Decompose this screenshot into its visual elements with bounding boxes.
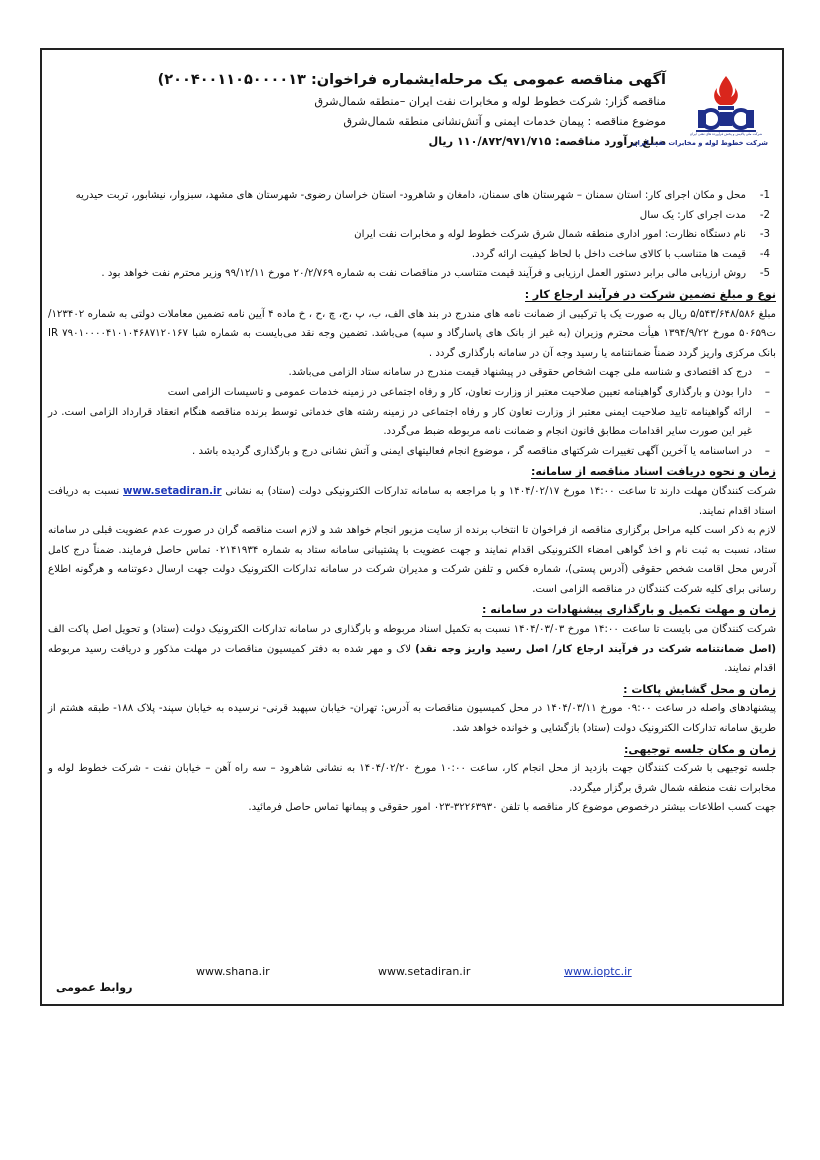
header xyxy=(48,68,776,196)
notice-frame xyxy=(40,48,784,1006)
list-item: – دارا بودن و بارگذاری گواهینامه تعیین صلاحیت معتبر از وزارت تعاون، کار و رفاه اجتماعی در زمینه خدمات عمومی و تاسیسات الزامی است xyxy=(48,383,752,403)
list-item: محل و مکان اجرای کار: استان سمنان – شهرستان های سمنان، دامغان و شاهرود- استان خراسان رضوی- شهرستان های مشهد، سبزوار، نیشابور، تربت حیدریه xyxy=(75,190,746,201)
receive-paragraph-2: لازم به ذکر است کلیه مراحل برگزاری مناقصه از فراخوان تا انتخاب برنده از سایت مزبور انجام خواهد شد و لازم است مناقصه گران در صورت عدم عضویت قبلی در سامانه ستاد، نسبت به ثبت نام و اخذ گواهی امضاء الکترونیکی اقدام نمایند و جهت عضویت با پشتیبانی سامانه ستاد به شماره ۰۲۱۴۱۹۳۴ تماس حاصل فرمایند. ضمناً درج کامل آدرس محل اقامت شخص حقوقی (آدرس پستی)، شماره فکس و تلفن شرکت و مدیران شرکت در سامانه تدارکات الکترونیک دولت جهت ارسال دعوتنامه و هرگونه اطلاع رسانی برای کلیه شرکت کنندگان در مناقصه الزامی است. xyxy=(48,525,776,595)
list-item: – ارائه گواهینامه تایید صلاحیت ایمنی معتبر از وزارت تعاون کار و رفاه اجتماعی در زمینه رشته های خدماتی توسط برنده مناقصه هنگام انعقاد قرارداد الزامی است. در غیر این صورت سایر اقدامات مطابق قانون انجام و ضمانت نامه مربوطه ضبط می‌گردد. xyxy=(48,403,752,442)
estimate-line: مبلغ برآورد مناقصه: ۱۱۰/۸۷۲/۹۷۱/۷۱۵ ریال xyxy=(428,135,666,148)
setadiran-footer-link[interactable]: www.setadiran.ir xyxy=(378,965,471,978)
logo-caption: شرکت خطوط لوله و مخابرات نفت ایران xyxy=(631,139,768,147)
item-list xyxy=(48,186,776,284)
notice-document xyxy=(48,68,776,1000)
guarantee-bullets xyxy=(48,363,776,461)
list-item: روش ارزیابی مالی برابر دستور العمل ارزیابی و فرآیند قیمت متناسب در مناقصات نفت به شماره ۲۰/۲/۷۶۹ مورخ ۹۹/۱۲/۱۱ وزیر محترم نفت خواهد بود . xyxy=(101,268,746,280)
receive-heading: زمان و نحوه دریافت اسناد مناقصه از سامانه: xyxy=(530,465,776,479)
list-item: مدت اجرای کار: یک سال xyxy=(639,209,746,221)
shana-link[interactable]: www.shana.ir xyxy=(196,965,270,978)
footer-links xyxy=(48,962,776,978)
briefing-paragraph-2: جهت کسب اطلاعات بیشتر درخصوص موضوع کار مناقصه با تلفن ۳۲۲۶۳۹۳۰-۰۲۳ امور حقوقی و پیمانها تماس حاصل فرمائید. xyxy=(248,802,776,814)
employer-line: مناقصه گزار: شرکت خطوط لوله و مخابرات نفت ایران –منطقه شمال‌شرق xyxy=(314,95,666,108)
list-item: – در اساسنامه یا آخرین آگهی تغییرات شرکتهای مناقصه گر ، موضوع انجام فعالیتهای ایمنی و آتش نشانی درج و بارگذاری گردیده باشد . xyxy=(48,442,752,462)
public-relations-label: روابط عمومی xyxy=(56,981,133,995)
receive-paragraph-1 xyxy=(48,482,776,521)
logo-subtitle: شرکت ملی پالایش و پخش فرآورده های نفتی ایران xyxy=(689,132,763,136)
list-item: قیمت ها متناسب با کالای ساخت داخل با لحاظ کیفیت ارائه گردد. xyxy=(471,248,746,260)
briefing-heading: زمان و مکان جلسه توجیهی: xyxy=(623,742,776,756)
receive-text-end: نسبت به دریافت اسناد اقدام نمایند. xyxy=(48,485,776,517)
company-logo xyxy=(631,72,768,152)
guarantee-heading: نوع و مبلغ تضمین شرکت در فرآیند ارجاع کار : xyxy=(524,287,776,301)
submit-heading: زمان و مهلت تکمیل و بارگذاری پیشنهادات در سامانه : xyxy=(482,603,776,617)
setadiran-link[interactable]: www.setadiran.ir xyxy=(123,485,222,497)
submit-text: شرکت کنندگان می بایست تا ساعت ۱۴:۰۰ مورخ ۱۴۰۴/۰۳/۰۳ نسبت به تکمیل اسناد مربوطه و بارگذاری در سامانه تدارکات الکترونیک دولت (ستاد) و تحویل اصل پاکت الف xyxy=(48,624,776,636)
notice-title: آگهی مناقصه عمومی یک مرحله‌ایشماره فراخوان: ۲۰۰۴۰۰۱۱۰۵۰۰۰۰۱۳) xyxy=(157,72,666,88)
briefing-paragraph-1: جلسه توجیهی با شرکت کنندگان جهت بازدید از محل انجام کار، ساعت ۱۰:۰۰ مورخ ۱۴۰۴/۰۲/۲۰ به نشانی شاهرود – سه راه آهن – خیابان نفت - شرکت خطوط لوله و مخابرات نفت منطقه شمال شرق برگزار میگردد. xyxy=(48,763,776,794)
ioptc-link[interactable]: www.ioptc.ir xyxy=(564,965,632,978)
submit-bold-text: (اصل ضمانتنامه شرکت در فرآیند ارجاع کار/ اصل رسید واریز وجه نقد) xyxy=(415,643,777,655)
list-item: – درج کد اقتصادی و شناسه ملی جهت اشخاص حقوقی در پیشنهاد قیمت مندرج در سامانه ستاد الزامی می‌باشد. xyxy=(48,363,752,383)
submit-text-end: لاک و مهر شده به دفتر کمیسیون مناقصات در مهلت مذکور و دریافت رسید مربوطه اقدام نمایند. xyxy=(48,643,776,675)
receive-text: شرکت کنندگان مهلت دارند تا ساعت ۱۴:۰۰ مورخ ۱۴۰۴/۰۲/۱۷ و با مراجعه به سامانه تدارکات الکترونیکی دولت (ستاد) به نشانی xyxy=(225,485,776,497)
submit-paragraph xyxy=(48,620,776,679)
subject-line: موضوع مناقصه : پیمان خدمات ایمنی و آتش‌نشانی منطقه شمال‌شرق xyxy=(343,115,666,128)
opening-paragraph: پیشنهادهای واصله در ساعت ۰۹:۰۰ مورخ ۱۴۰۴/۰۳/۱۱ در محل کمیسیون مناقصات به آدرس: تهران- خیابان سپهبد قرنی- نرسیده به خیابان سپند- پلاک ۱۸۸- طبقه هشتم از طریق سامانه تدارکات الکترونیک دولت (ستاد) بازگشایی و خوانده خواهد شد. xyxy=(48,703,776,735)
list-item: نام دستگاه نظارت: امور اداری منطقه شمال شرق شرکت خطوط لوله و مخابرات نفت ایران xyxy=(354,229,746,241)
opening-heading: زمان و محل گشایش پاکات : xyxy=(623,682,776,696)
guarantee-paragraph: مبلغ ۵/۵۴۳/۶۴۸/۵۸۶ ریال به صورت یک یا ترکیبی از ضمانت نامه های مندرج در بند های الف، ب، پ ،ج، چ ،ح ، خ ماده ۴ آیین نامه تضمین معاملات دولتی به شماره ۱۲۳۴۰۲/ت۵۰۶۵۹ مورخ ۱۳۹۴/۹/۲۲ هیأت محترم وزیران (به غیر از بانک های پاسارگاد و سپه) می‌باشد. تضمین وجه نقد می‌بایست به شماره شبا IR ۷۹۰۱۰۰۰۰۴۱۰۱۰۴۶۸۷۱۲۰۱۶۷ بانک مرکزی واریز گردد ضمناً ضمانتنامه یا رسید وجه آن در سامانه بارگذاری گردد . xyxy=(48,308,776,359)
